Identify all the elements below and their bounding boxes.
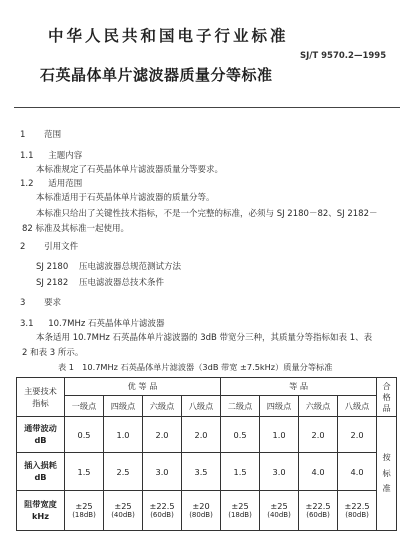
row-label-name: 插入损耗 [24, 460, 57, 471]
row-label-name: 通带波动 [24, 423, 57, 434]
cell-value: ±25 [270, 500, 288, 511]
row-label-name: 阻带宽度 [24, 499, 57, 510]
section-number: 1 [20, 130, 26, 140]
section-number: 3.1 [20, 319, 34, 329]
table-cell [182, 491, 221, 531]
title-divider [14, 107, 400, 108]
table-row [17, 453, 397, 491]
document-title: 石英晶体单片滤波器质量分等标准 [40, 66, 273, 84]
section-1-2-heading [20, 177, 82, 189]
cell-condition: (18dB) [228, 510, 252, 519]
subheader-cell: 一级点 [65, 396, 104, 417]
table-cell: 3.5 [182, 453, 221, 491]
row-label-unit: dB [34, 471, 47, 482]
table-cell: 2.0 [143, 417, 182, 453]
row-label-unit: dB [34, 434, 47, 445]
subheader-cell: 八级点 [338, 396, 377, 417]
cell-value: ±25 [231, 500, 249, 511]
subheader-cell: 二级点 [221, 396, 260, 417]
section-title: 要求 [44, 298, 62, 308]
cell-condition: (18dB) [72, 510, 96, 519]
section-number: 3 [20, 298, 26, 308]
header-qualified: 合格品 [377, 378, 397, 417]
subheader-cell: 八级点 [182, 396, 221, 417]
section-3-1-line-2: 2 和表 3 所示。 [22, 348, 84, 358]
cell-value: ±22.5 [149, 500, 175, 511]
cell-value: ±22.5 [305, 500, 331, 511]
section-title: 主题内容 [48, 151, 83, 161]
header-premium: 优 等 品 [65, 378, 221, 396]
cell-condition: (80dB) [189, 510, 213, 519]
section-title: 适用范围 [48, 179, 83, 189]
cell-value: ±22.5 [344, 500, 370, 511]
table-cell: 1.5 [221, 453, 260, 491]
cell-condition: (60dB) [306, 510, 330, 519]
section-title: 范围 [44, 130, 62, 140]
reference-item [36, 260, 181, 272]
table-cell: 0.5 [65, 417, 104, 453]
table-cell: 3.0 [260, 453, 299, 491]
section-number: 1.2 [20, 179, 34, 189]
table-cell: 4.0 [299, 453, 338, 491]
section-3-heading [20, 296, 61, 308]
reference-title: 压电滤波器总技术条件 [78, 278, 164, 288]
cell-value: ±20 [192, 500, 210, 511]
section-1-heading [20, 128, 61, 140]
table-cell [338, 491, 377, 531]
subheader-cell: 四级点 [104, 396, 143, 417]
section-3-1-heading [20, 317, 165, 329]
standard-number: SJ/T 9570.2—1995 [300, 51, 387, 61]
standard-title: 中华人民共和国电子行业标准 [48, 27, 289, 45]
section-number: 1.1 [20, 151, 34, 161]
table-cell: 1.0 [260, 417, 299, 453]
table-cell: 2.5 [104, 453, 143, 491]
section-2-heading [20, 240, 78, 252]
row-label [17, 491, 65, 531]
quality-grade-table [16, 377, 397, 531]
reference-code: SJ 2180 [36, 262, 69, 272]
subheader-cell: 六级点 [143, 396, 182, 417]
section-1-2-line-3: 82 标准及其标准一起使用。 [22, 224, 130, 234]
table-cell: 2.0 [182, 417, 221, 453]
section-1-2-line-1: 本标准适用于石英晶体单片滤波器的质量分等。 [36, 193, 215, 203]
subheader-cell: 六级点 [299, 396, 338, 417]
section-number: 2 [20, 242, 26, 252]
section-1-1-text: 本标准规定了石英晶体单片滤波器质量分等要求。 [36, 165, 224, 175]
table-row [17, 491, 397, 531]
table-cell: 4.0 [338, 453, 377, 491]
header-first-grade: 等 品 [221, 378, 377, 396]
qualified-note-char: 准 [382, 483, 391, 494]
qualified-note-char: 标 [382, 467, 391, 478]
table-subheader-row [17, 396, 397, 417]
cell-condition: (40dB) [111, 510, 135, 519]
section-1-2-line-2: 本标准只给出了关键性技术指标，不是一个完整的标准，必须与 SJ 2180－82、SJ 2182－ [36, 209, 378, 219]
table-cell: 1.0 [104, 417, 143, 453]
section-1-1-heading [20, 149, 82, 161]
qualified-note [377, 417, 397, 531]
qualified-note-char: 按 [382, 452, 391, 463]
header-category: 主要技术指标 [17, 378, 65, 417]
table-row [17, 417, 397, 453]
reference-code: SJ 2182 [36, 278, 69, 288]
table-cell: 2.0 [338, 417, 377, 453]
table-cell: 2.0 [299, 417, 338, 453]
row-label-unit: kHz [31, 510, 50, 521]
table-caption: 表 1 10.7MHz 石英晶体单片滤波器（3dB 带宽 ±7.5kHz）质量分等标准 [58, 362, 333, 372]
table-cell: 3.0 [143, 453, 182, 491]
table-cell [143, 491, 182, 531]
table-cell [221, 491, 260, 531]
table-cell [260, 491, 299, 531]
table-cell [65, 491, 104, 531]
section-3-1-line-1: 本条适用 10.7MHz 石英晶体单片滤波器的 3dB 带宽分三种，其质量分等指标如表 1、表 [36, 333, 373, 343]
cell-condition: (40dB) [267, 510, 291, 519]
table-header-row [17, 378, 397, 396]
cell-condition: (60dB) [150, 510, 174, 519]
section-title: 10.7MHz 石英晶体单片滤波器 [48, 319, 165, 329]
reference-title: 压电滤波器总规范测试方法 [78, 262, 181, 272]
table-cell [299, 491, 338, 531]
cell-value: ±25 [114, 500, 132, 511]
cell-value: ±25 [75, 500, 93, 511]
cell-condition: (80dB) [345, 510, 369, 519]
section-title: 引用文件 [44, 242, 79, 252]
table-cell [104, 491, 143, 531]
row-label [17, 453, 65, 491]
table-cell: 1.5 [65, 453, 104, 491]
row-label [17, 417, 65, 453]
reference-item [36, 276, 164, 288]
subheader-cell: 四级点 [260, 396, 299, 417]
table-cell: 0.5 [221, 417, 260, 453]
